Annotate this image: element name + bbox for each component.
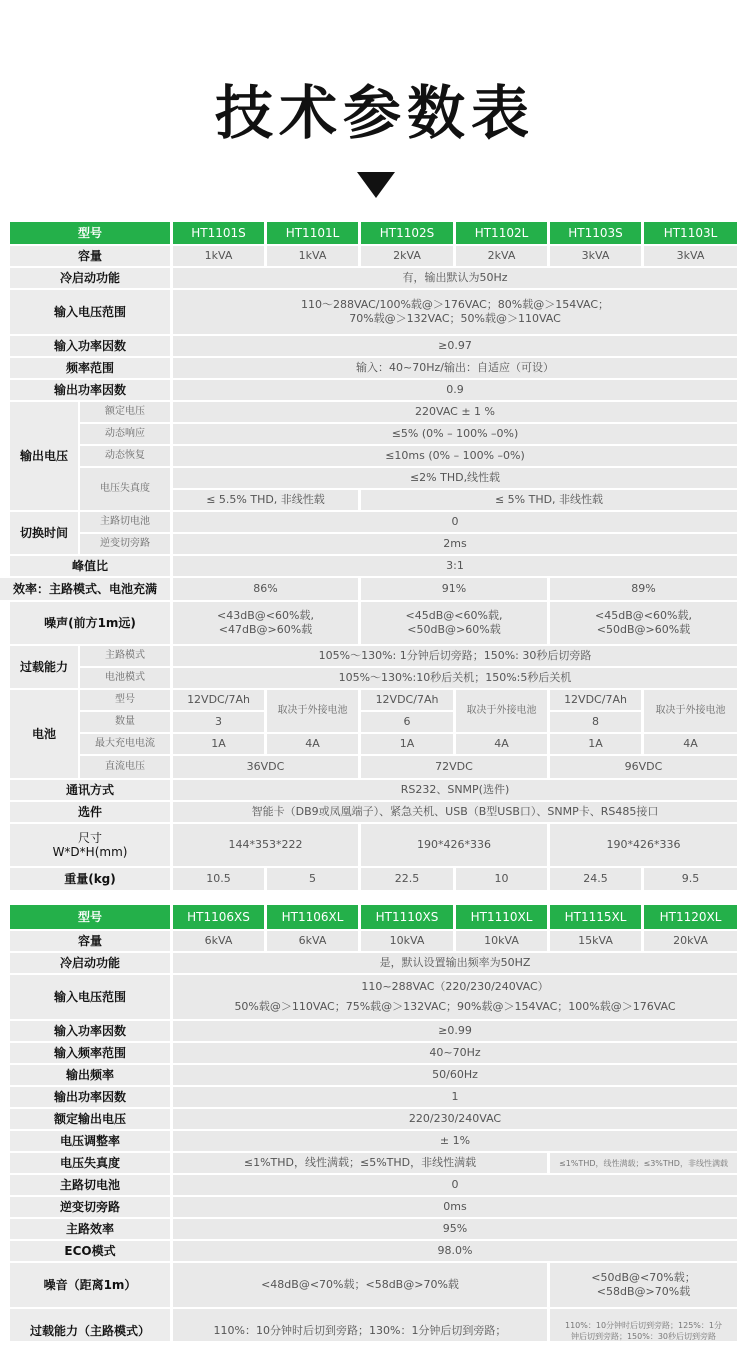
cold-start-label: 冷启动功能 [10, 953, 170, 973]
table-row-output-pf [10, 380, 737, 400]
battery-count-cell: 6 [361, 712, 453, 732]
table-row-input-pf [10, 336, 737, 356]
table-row-rated-output [10, 1109, 737, 1129]
battery-count-cell: 8 [550, 712, 641, 732]
weight-cell: 9.5 [644, 868, 737, 890]
noise-line: <43dB@<60%载, [217, 609, 314, 622]
distortion-nonlinear-b: ≤ 5% THD, 非线性载 [361, 490, 737, 510]
charge-current-cell: 1A [173, 734, 264, 754]
noise-cell [173, 602, 358, 644]
table-row-mains-to-battery [10, 1175, 737, 1195]
battery-external-cell: 取决于外接电池 [267, 690, 358, 732]
table-row-capacity [10, 246, 737, 266]
model-cell: HT1103S [550, 222, 641, 244]
transfer-label: 切换时间 [10, 512, 78, 554]
input-freq-value: 40~70Hz [173, 1043, 737, 1063]
table-row-mains-efficiency [10, 1219, 737, 1239]
battery-type-cell: 12VDC/7Ah [361, 690, 453, 710]
overload-value-b [550, 1309, 737, 1341]
table-row-comm [10, 780, 737, 800]
dc-voltage-label: 直流电压 [80, 756, 170, 778]
capacity-cell: 10kVA [361, 931, 453, 951]
inverter-to-bypass-value: 2ms [173, 534, 737, 554]
table-row-input-freq [10, 1043, 737, 1063]
eco-label: ECO模式 [10, 1241, 170, 1261]
mains-to-battery-label: 主路切电池 [10, 1175, 170, 1195]
capacity-cell: 3kVA [550, 246, 641, 266]
table-row-freq [10, 358, 737, 378]
charge-current-cell: 1A [361, 734, 453, 754]
dc-voltage-cell: 72VDC [361, 756, 547, 778]
rated-output-value: 220/230/240VAC [173, 1109, 737, 1129]
input-pf-label: 输入功率因数 [10, 336, 170, 356]
input-pf-label: 输入功率因数 [10, 1021, 170, 1041]
crest-value: 3:1 [173, 556, 737, 576]
distortion-linear-value: ≤2% THD,线性载 [173, 468, 737, 488]
size-cell: 190*426*336 [361, 824, 547, 866]
table-row-size [10, 824, 737, 866]
overload-mains-value: 105%～130%: 1分钟后切旁路；150%: 30秒后切旁路 [173, 646, 737, 666]
noise-value-a: <48dB@<70%载；<58dB@>70%载 [173, 1263, 547, 1307]
rated-voltage-label: 额定电压 [80, 402, 170, 422]
table-row-input-voltage [10, 290, 737, 334]
model-label: 型号 [10, 222, 170, 244]
table-row-battery [10, 690, 737, 778]
charge-current-cell: 1A [550, 734, 641, 754]
overload-battery-label: 电池模式 [80, 668, 170, 688]
battery-external-cell: 取决于外接电池 [456, 690, 547, 732]
mains-eff-value: 95% [173, 1219, 737, 1239]
table-row-efficiency [10, 578, 737, 600]
battery-count-cell: 3 [173, 712, 264, 732]
charge-current-cell: 4A [644, 734, 737, 754]
rated-voltage-value: 220VAC ± 1 % [173, 402, 737, 422]
freq-value: 输入：40~70Hz/输出：自适应（可设） [173, 358, 737, 378]
capacity-cell: 20kVA [644, 931, 737, 951]
table-row-model [10, 222, 737, 244]
model-cell: HT1102L [456, 222, 547, 244]
input-voltage-line-2: 70%载@＞132VAC；50%载@＞110VAC [349, 312, 561, 325]
overload-mains-label: 主路模式 [80, 646, 170, 666]
model-cell: HT1106XS [173, 905, 264, 929]
model-cell: HT1110XS [361, 905, 453, 929]
overload-label: 过载能力（主路模式） [10, 1309, 170, 1341]
cold-start-value: 有，输出默认为50Hz [173, 268, 737, 288]
comm-label: 通讯方式 [10, 780, 170, 800]
size-label-line-2: W*D*H(mm) [52, 845, 128, 859]
distortion-nonlinear-a: ≤ 5.5% THD, 非线性载 [173, 490, 358, 510]
table-row-capacity [10, 931, 737, 951]
capacity-cell: 2kVA [456, 246, 547, 266]
battery-external-cell: 取决于外接电池 [644, 690, 737, 732]
table-row-options [10, 802, 737, 822]
dc-voltage-cell: 96VDC [550, 756, 737, 778]
regulation-value: ± 1% [173, 1131, 737, 1151]
input-voltage-label: 输入电压范围 [10, 975, 170, 1019]
model-cell: HT1101L [267, 222, 358, 244]
model-cell: HT1102S [361, 222, 453, 244]
model-cell: HT1120XL [644, 905, 737, 929]
table-row-cold-start [10, 268, 737, 288]
table-row-overload [10, 646, 737, 688]
table-row-overload [10, 1309, 737, 1341]
input-voltage-label: 输入电压范围 [10, 290, 170, 334]
freq-label: 频率范围 [10, 358, 170, 378]
rated-output-label: 额定输出电压 [10, 1109, 170, 1129]
input-voltage-line-1: 110～288VAC/100%载@＞176VAC；80%载@＞154VAC； [300, 298, 610, 311]
crest-label: 峰值比 [10, 556, 170, 576]
table-row-model [10, 905, 737, 929]
overload-line: 110%：10分钟时后切到旁路；125%：1分 [564, 1321, 722, 1330]
output-pf-label: 输出功率因数 [10, 1087, 170, 1107]
battery-count-label: 数量 [80, 712, 170, 732]
battery-type-cell: 12VDC/7Ah [173, 690, 264, 710]
output-voltage-label: 输出电压 [10, 402, 78, 510]
size-cell: 190*426*336 [550, 824, 737, 866]
efficiency-cell: 89% [550, 578, 737, 600]
table-row-output-pf [10, 1087, 737, 1107]
inverter-to-bypass-value: 0ms [173, 1197, 737, 1217]
output-freq-value: 50/60Hz [173, 1065, 737, 1085]
table-row-crest [10, 556, 737, 576]
eco-value: 98.0% [173, 1241, 737, 1261]
options-value: 智能卡（DB9或凤凰端子）、紧急关机、USB（B型USB口）、SNMP卡、RS485接口 [173, 802, 737, 822]
capacity-cell: 1kVA [267, 246, 358, 266]
distortion-value-a: ≤1%THD，线性满载；≤5%THD，非线性满载 [173, 1153, 547, 1173]
table-row-noise [10, 1263, 737, 1307]
table-row-regulation [10, 1131, 737, 1151]
table-row-inverter-to-bypass [10, 1197, 737, 1217]
noise-line: <47dB@>60%载 [218, 623, 313, 636]
model-label: 型号 [10, 905, 170, 929]
capacity-cell: 3kVA [644, 246, 737, 266]
model-cell: HT1115XL [550, 905, 641, 929]
table-row-output-freq [10, 1065, 737, 1085]
spec-table-2 [10, 905, 737, 1341]
capacity-cell: 2kVA [361, 246, 453, 266]
mains-to-battery-value: 0 [173, 512, 737, 532]
capacity-cell: 15kVA [550, 931, 641, 951]
output-freq-label: 输出频率 [10, 1065, 170, 1085]
input-pf-value: ≥0.97 [173, 336, 737, 356]
mains-to-battery-value: 0 [173, 1175, 737, 1195]
efficiency-cell: 86% [173, 578, 358, 600]
size-label-line-1: 尺寸 [77, 831, 102, 845]
noise-value-b [550, 1263, 737, 1307]
comm-value: RS232、SNMP(选件) [173, 780, 737, 800]
weight-cell: 24.5 [550, 868, 641, 890]
capacity-cell: 1kVA [173, 246, 264, 266]
noise-line: <50dB@<70%载； [591, 1271, 696, 1284]
efficiency-label: 效率：主路模式、电池充满 [0, 578, 170, 600]
dynamic-response-label: 动态响应 [80, 424, 170, 444]
noise-cell [550, 602, 737, 644]
cold-start-label: 冷启动功能 [10, 268, 170, 288]
down-arrow-icon [357, 172, 395, 198]
regulation-label: 电压调整率 [10, 1131, 170, 1151]
table-row-weight [10, 868, 737, 890]
distortion-value-b: ≤1%THD，线性满载；≤3%THD，非线性满载 [550, 1153, 737, 1173]
noise-line: <58dB@>70%载 [596, 1285, 691, 1298]
weight-cell: 22.5 [361, 868, 453, 890]
table-row-distortion [10, 1153, 737, 1173]
efficiency-cell: 91% [361, 578, 547, 600]
weight-cell: 10 [456, 868, 547, 890]
distortion-label: 电压失真度 [10, 1153, 170, 1173]
table-row-eco [10, 1241, 737, 1261]
battery-type-cell: 12VDC/7Ah [550, 690, 641, 710]
dynamic-recovery-label: 动态恢复 [80, 446, 170, 466]
weight-cell: 10.5 [173, 868, 264, 890]
distortion-label: 电压失真度 [80, 468, 170, 510]
model-cell: HT1110XL [456, 905, 547, 929]
inverter-to-bypass-label: 逆变切旁路 [80, 534, 170, 554]
overload-line: 钟后切到旁路；150%：30秒后切到旁路 [570, 1332, 717, 1341]
page-title: 技术参数表 [214, 79, 535, 147]
size-cell: 144*353*222 [173, 824, 358, 866]
overload-value-a: 110%：10分钟时后切到旁路；130%：1分钟后切到旁路； [173, 1309, 547, 1341]
output-pf-value: 1 [173, 1087, 737, 1107]
table-row-input-pf [10, 1021, 737, 1041]
noise-cell [361, 602, 547, 644]
table-row-transfer-time [10, 512, 737, 554]
output-pf-label: 输出功率因数 [10, 380, 170, 400]
table-row-output-voltage [10, 402, 737, 510]
input-voltage-value [173, 975, 737, 1019]
options-label: 选件 [10, 802, 170, 822]
table-row-noise [10, 602, 737, 644]
inverter-to-bypass-label: 逆变切旁路 [10, 1197, 170, 1217]
input-voltage-line-1: 110~288VAC（220/230/240VAC） [361, 980, 549, 993]
battery-type-label: 型号 [80, 690, 170, 710]
model-cell: HT1103L [644, 222, 737, 244]
noise-line: <45dB@<60%载, [595, 609, 692, 622]
battery-label: 电池 [10, 690, 78, 778]
capacity-label: 容量 [10, 931, 170, 951]
table-row-cold-start [10, 953, 737, 973]
input-pf-value: ≥0.99 [173, 1021, 737, 1041]
input-freq-label: 输入频率范围 [10, 1043, 170, 1063]
noise-label: 噪声(前方1m远) [10, 602, 170, 644]
dc-voltage-cell: 36VDC [173, 756, 358, 778]
charge-current-cell: 4A [267, 734, 358, 754]
table-row-input-voltage [10, 975, 737, 1019]
noise-line: <50dB@>60%载 [407, 623, 501, 636]
cold-start-value: 是，默认设置输出频率为50HZ [173, 953, 737, 973]
overload-battery-value: 105%～130%:10秒后关机；150%:5秒后关机 [173, 668, 737, 688]
size-label [10, 824, 170, 866]
noise-line: <45dB@<60%载, [405, 609, 503, 622]
capacity-cell: 6kVA [267, 931, 358, 951]
input-voltage-value [173, 290, 737, 334]
dynamic-response-value: ≤5% (0% – 100% –0%) [173, 424, 737, 444]
charge-current-cell: 4A [456, 734, 547, 754]
input-voltage-line-2: 50%载@＞110VAC；75%载@＞132VAC；90%载@＞154VAC；100%载@＞176VAC [234, 1000, 676, 1013]
overload-label: 过载能力 [10, 646, 78, 688]
noise-line: <50dB@>60%载 [596, 623, 691, 636]
capacity-cell: 6kVA [173, 931, 264, 951]
capacity-label: 容量 [10, 246, 170, 266]
mains-to-battery-label: 主路切电池 [80, 512, 170, 532]
mains-eff-label: 主路效率 [10, 1219, 170, 1239]
model-cell: HT1101S [173, 222, 264, 244]
weight-cell: 5 [267, 868, 358, 890]
dynamic-recovery-value: ≤10ms (0% – 100% –0%) [173, 446, 737, 466]
output-pf-value: 0.9 [173, 380, 737, 400]
capacity-cell: 10kVA [456, 931, 547, 951]
noise-label: 噪音（距离1m） [10, 1263, 170, 1307]
charge-current-label: 最大充电电流 [80, 734, 170, 754]
model-cell: HT1106XL [267, 905, 358, 929]
weight-label: 重量(kg) [10, 868, 170, 890]
